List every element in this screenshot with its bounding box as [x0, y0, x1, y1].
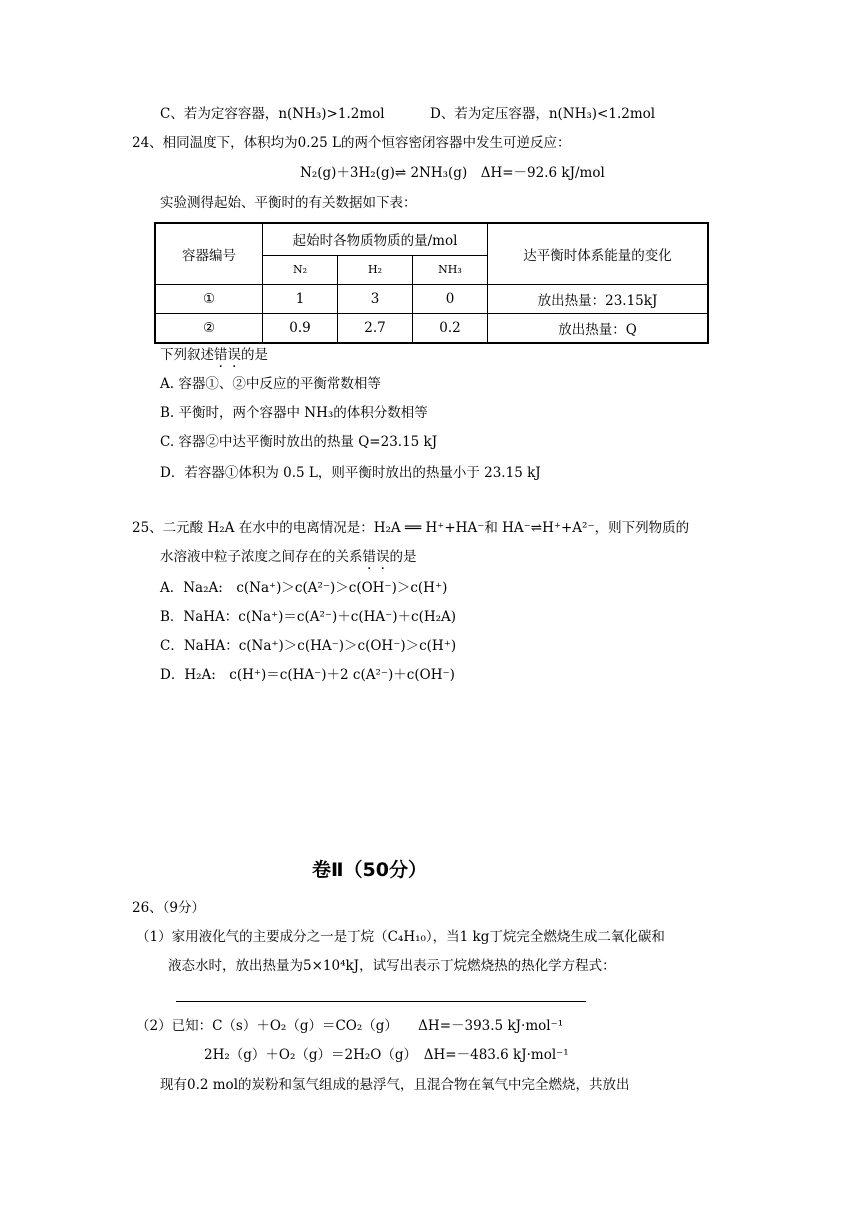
table-cell-h2: 3 [338, 284, 413, 313]
table-subheader-h2: H₂ [338, 255, 413, 284]
q24-stem: 24、相同温度下，体积均为0.25 L的两个恒容密闭容器中发生可逆反应： [132, 135, 571, 151]
q26-part1-line1: （1）家用液化气的主要成分之一是丁烷（C₄H₁₀），当1 kg丁烷完全燃烧生成二氧化碳和 [136, 929, 665, 945]
q26-heading: 26、（9分） [132, 900, 206, 916]
q25-option-b: B．NaHA：c(Na⁺)＝c(A²⁻)＋c(HA⁻)＋c(H₂A) [160, 609, 457, 625]
q25-option-a: A．Na₂A: c(Na⁺)＞c(A²⁻)＞c(OH⁻)＞c(H⁺) [160, 580, 448, 596]
emphasis-char: 错 [362, 549, 376, 565]
q24-equation: N₂(g)＋3H₂(g)⇌ 2NH₃(g) ΔH=－92.6 kJ/mol [300, 165, 605, 181]
q25-option-c: C．NaHA：c(Na⁺)＞c(HA⁻)＞c(OH⁻)＞c(H⁺) [160, 638, 457, 654]
q25-stem-line2 [160, 547, 417, 567]
table-cell-energy: 放出热量：Q [488, 313, 709, 343]
table-row [155, 313, 708, 343]
q23-option-c: C、若为定容容器，n(NH₃)>1.2mol [160, 106, 385, 122]
q23-option-d: D、若为定压容器，n(NH₃)<1.2mol [430, 106, 656, 122]
table-cell-container-id: ② [155, 313, 263, 343]
table-header-container: 容器编号 [155, 223, 263, 284]
table-cell-nh3: 0.2 [413, 313, 488, 343]
answer-blank-line[interactable] [176, 1001, 586, 1002]
table-cell-container-id: ① [155, 284, 263, 313]
q24-question-pre: 下列叙述 [160, 347, 214, 363]
q24-data-table [154, 222, 709, 344]
table-cell-h2: 2.7 [338, 313, 413, 343]
q24-option-a: A. 容器①、②中反应的平衡常数相等 [160, 376, 381, 392]
table-header-start-amounts: 起始时各物质物质的量/mol [263, 223, 488, 255]
table-header-energy-change: 达平衡时体系能量的变化 [488, 223, 709, 284]
q25-stem-pre: 水溶液中粒子浓度之间存在的关系 [160, 549, 363, 565]
table-cell-n2: 1 [263, 284, 338, 313]
table-row [155, 284, 708, 313]
q24-question-post: 的是 [241, 347, 268, 363]
q26-part2-line3: 现有0.2 mol的炭粉和氢气组成的悬浮气，且混合物在氧气中完全燃烧，共放出 [160, 1077, 630, 1093]
table-subheader-nh3: NH₃ [413, 255, 488, 284]
emphasis-char: 误 [376, 549, 390, 565]
q24-question [160, 345, 268, 365]
table-subheader-n2: N₂ [263, 255, 338, 284]
q26-part2-line2: 2H₂（g）＋O₂（g）＝2H₂O（g） ΔH=－483.6 kJ·mol⁻¹ [204, 1047, 569, 1063]
q24-option-c: C. 容器②中达平衡时放出的热量 Q=23.15 kJ [160, 434, 438, 450]
table-cell-energy: 放出热量：23.15kJ [488, 284, 709, 313]
emphasis-char: 错 [214, 347, 228, 363]
section-title: 卷Ⅱ（50分） [312, 859, 427, 881]
q26-part1-line2: 液态水时，放出热量为5×10⁴kJ，试写出表示丁烷燃烧热的热化学方程式： [168, 958, 616, 974]
q26-part2-line1: （2）已知：C（s）＋O₂（g）＝CO₂（g） ΔH=－393.5 kJ·mol⁻¹ [136, 1018, 564, 1034]
q24-table-intro: 实验测得起始、平衡时的有关数据如下表： [160, 195, 417, 211]
table-cell-nh3: 0 [413, 284, 488, 313]
emphasis-char: 误 [227, 347, 241, 363]
q25-option-d: D．H₂A: c(H⁺)＝c(HA⁻)＋2 c(A²⁻)＋c(OH⁻) [160, 667, 455, 683]
q24-option-b: B. 平衡时，两个容器中 NH₃的体积分数相等 [160, 405, 428, 421]
q24-option-d: D．若容器①体积为 0.5 L，则平衡时放出的热量小于 23.15 kJ [160, 465, 541, 481]
table-cell-n2: 0.9 [263, 313, 338, 343]
q25-stem-post: 的是 [389, 549, 417, 565]
q25-stem-line1: 25、二元酸 H₂A 在水中的电离情况是：H₂A ══ H⁺+HA⁻和 HA⁻⇌H⁺+A²⁻，则下列物质的 [132, 520, 690, 536]
